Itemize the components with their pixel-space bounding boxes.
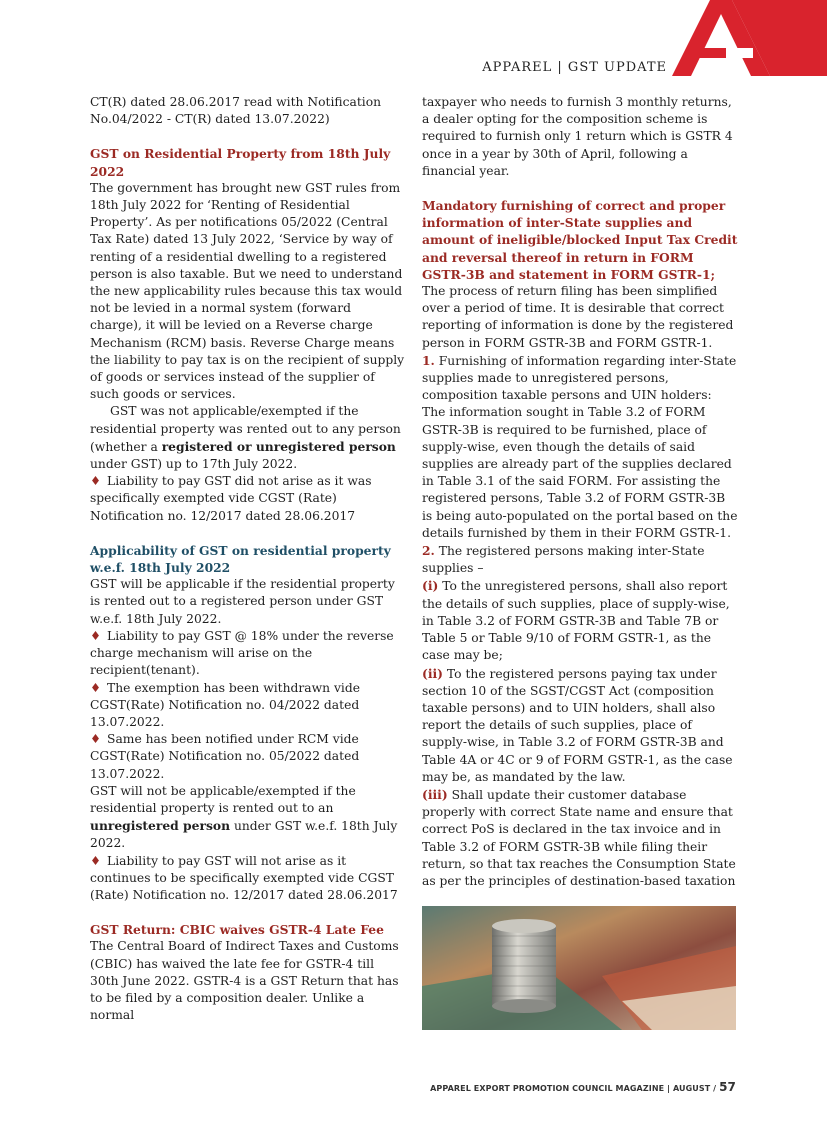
right-column bbox=[422, 94, 738, 890]
heading-applicability: Applicability of GST on residential property w.e.f. 18th July 2022 bbox=[90, 542, 391, 576]
coin-stack-photo bbox=[422, 906, 736, 1030]
diamond-bullet-icon: ♦ bbox=[90, 680, 102, 695]
bullet-item: ♦ The exemption has been withdrawn vide CGST(Rate) Notification no. 04/2022 dated 13.07.2022. bbox=[90, 680, 360, 729]
left-column bbox=[90, 94, 406, 1024]
paragraph: The government has brought new GST rules from 18th July 2022 for ‘Renting of Residential Property’. As per notifications 05/2022 (Central Tax Rate) dated 13 July 2022, ‘Service by way of renting of a residential dwelling to a registered person is also taxable. But we need to understand the new applicability rules because this tax would not be levied in a normal system (forward charge), it will be levied on a Reverse charge Mechanism (RCM) basis. Reverse Charge means the liability to pay tax is on the recipient of supply of goods or services instead of the supplier of such goods or services. bbox=[90, 180, 405, 402]
diamond-bullet-icon: ♦ bbox=[90, 628, 102, 643]
paragraph: The information sought in Table 3.2 of FORM GSTR-3B is required to be furnished, place of supply-wise, even though the details of said supplies are already part of the supplies declared in Table 3.1 of the said FORM. For assisting the registered persons, Table 3.2 of FORM GSTR-3B is being auto-populated on the portal based on the details furnished by them in their FORM GSTR-1. bbox=[422, 405, 738, 540]
heading-gstr4: GST Return: CBIC waives GSTR-4 Late Fee bbox=[90, 922, 384, 938]
page-number: 57 bbox=[719, 1080, 736, 1094]
paragraph: The process of return filing has been simplified over a period of time. It is desirable that correct reporting of information is done by the registered person in FORM GSTR-3B and FORM GSTR-1. bbox=[422, 284, 734, 350]
paragraph: GST will be applicable if the residential property is rented out to a registered person under GST w.e.f. 18th July 2022. bbox=[90, 577, 395, 626]
diamond-bullet-icon: ♦ bbox=[90, 853, 102, 868]
numbered-item: 1. Furnishing of information regarding inter-State supplies made to unregistered persons, composition taxable persons and UIN holders: bbox=[422, 352, 737, 403]
bullet-item: ♦ Same has been notified under RCM vide CGST(Rate) Notification no. 05/2022 dated 13.07.2022. bbox=[90, 732, 360, 781]
numbered-item: 2. The registered persons making inter-State supplies – bbox=[422, 543, 705, 576]
heading-mandatory-furnishing: Mandatory furnishing of correct and proper information of inter-State supplies and amount of ineligible/blocked Input Tax Credit and reversal thereof in return in FORM GSTR-3B and statement in FORM GSTR-1; bbox=[422, 198, 738, 282]
list-item: (ii) To the registered persons paying tax under section 10 of the SGST/CGST Act (composition taxable persons) and to UIN holders, shall also report the details of such supplies, place of supply-wise, in Table 3.2 of FORM GSTR-3B and Table 4A or 4C or 9 of FORM GSTR-1, as the case may be, as mandated by the law. bbox=[422, 665, 733, 784]
heading-residential-property: GST on Residential Property from 18th July 2022 bbox=[90, 146, 391, 179]
paragraph: GST will not be applicable/exempted if the residential property is rented out to an unregistered person under GST w.e.f. 18th July 2022. bbox=[90, 783, 398, 851]
paragraph: taxpayer who needs to furnish 3 monthly returns, a dealer opting for the composition scheme is required to furnish only 1 return which is GSTR 4 once in a year by 30th of April, following a financial year. bbox=[422, 95, 733, 178]
paragraph: GST was not applicable/exempted if the residential property was rented out to any person (whether a registered or unregistered person under GST) up to 17th July 2022. bbox=[90, 404, 401, 472]
bullet-item: ♦ Liability to pay GST will not arise as it continues to be specifically exempted vide CGST (Rate) Notification no. 12/2017 dated 28.06.2017 bbox=[90, 853, 398, 902]
bullet-item: ♦ Liability to pay GST @ 18% under the reverse charge mechanism will arise on the recipient(tenant). bbox=[90, 628, 394, 678]
list-item: (iii) Shall update their customer database properly with correct State name and ensure that correct PoS is declared in the tax invoice and in Table 3.2 of FORM GSTR-3B while filing their return, so that tax reaches the Consumption State as per the principles of destination-based taxation bbox=[422, 786, 736, 888]
paragraph: The Central Board of Indirect Taxes and Customs (CBIC) has waived the late fee for GSTR-4 till 30th June 2022. GSTR-4 is a GST Return that has to be filed by a composition dealer. Unlike a normal bbox=[90, 939, 399, 1023]
section-title: APPAREL | GST UPDATE bbox=[482, 60, 667, 75]
page-footer: APPAREL EXPORT PROMOTION COUNCIL MAGAZINE | AUGUST / 57 bbox=[430, 1080, 736, 1094]
diamond-bullet-icon: ♦ bbox=[90, 732, 102, 747]
paragraph: CT(R) dated 28.06.2017 read with Notification No.04/2022 - CT(R) dated 13.07.2022) bbox=[90, 95, 382, 127]
magazine-logo bbox=[672, 0, 827, 76]
bullet-item: ♦ Liability to pay GST did not arise as it was specifically exempted vide CGST (Rate) Notification no. 12/2017 dated 28.06.2017 bbox=[90, 474, 372, 523]
diamond-bullet-icon: ♦ bbox=[90, 474, 102, 489]
list-item: (i) To the unregistered persons, shall also report the details of such supplies, place of supply-wise, in Table 3.2 of FORM GSTR-3B and Table 7B or Table 5 or Table 9/10 of FORM GSTR-1, as the case may be; bbox=[422, 578, 730, 663]
